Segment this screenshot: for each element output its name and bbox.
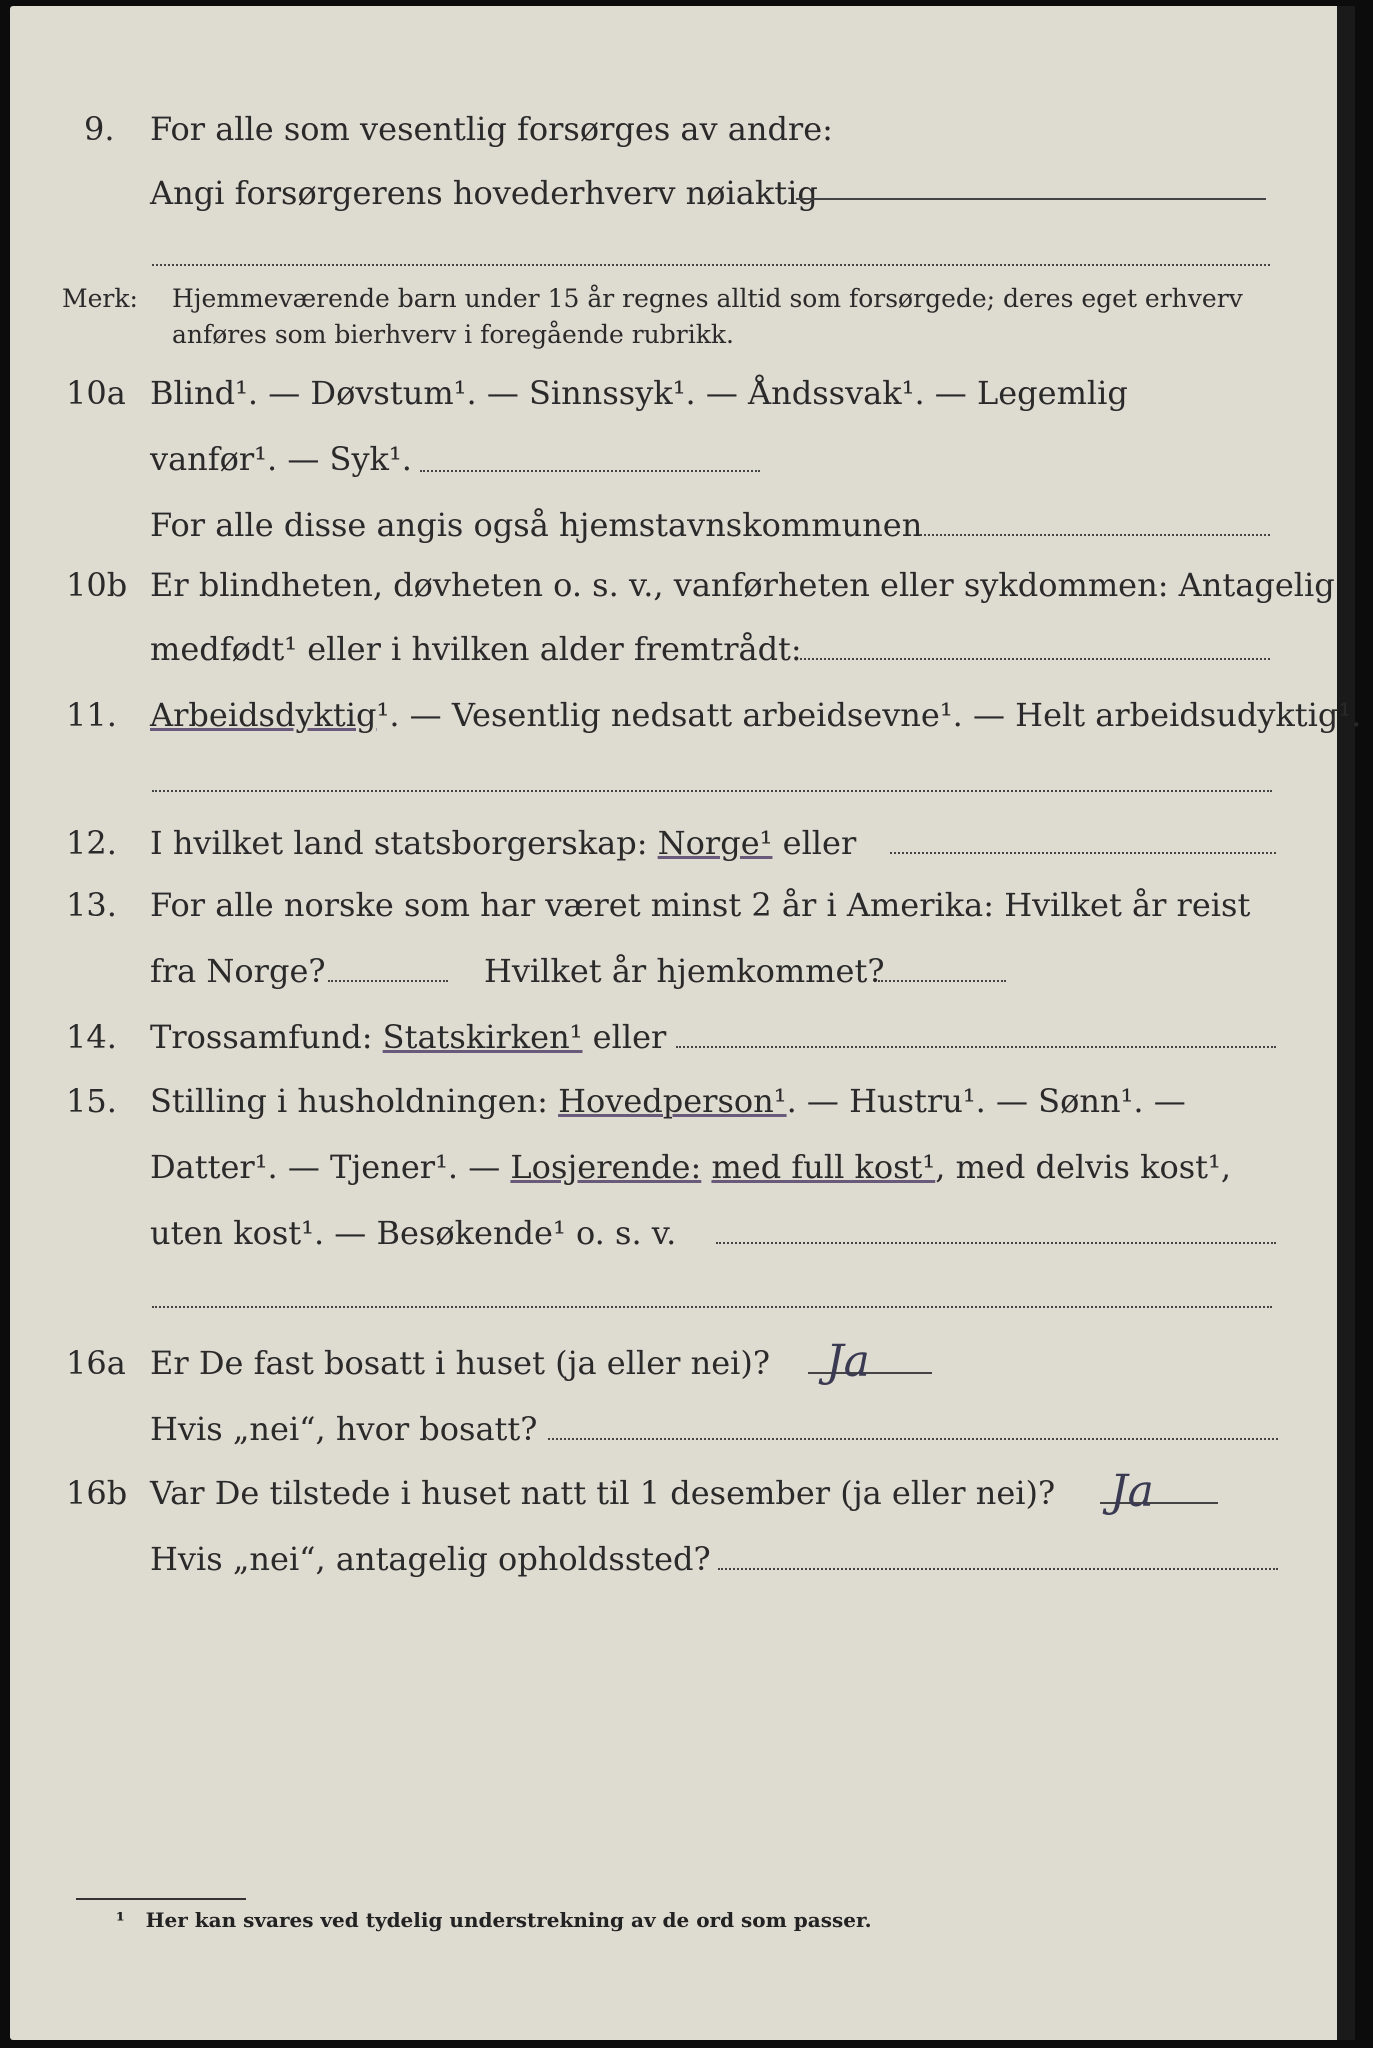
q10a-text-1: Blind¹. — Døvstum¹. — Sinnssyk¹. — Åndssvak¹. — Legemlig <box>150 374 1128 412</box>
footnote-rule <box>76 1898 246 1900</box>
q16a-number: 16a <box>66 1344 126 1382</box>
q16b-number: 16b <box>66 1474 128 1512</box>
q16a-where-field[interactable] <box>548 1438 1278 1440</box>
q10a-line2 <box>0 440 1373 500</box>
q10a-number: 10a <box>66 374 126 412</box>
q12-option-norge[interactable]: Norge¹ <box>657 824 773 862</box>
q12-line <box>0 824 1373 884</box>
q11-option-dyktig[interactable]: Arbeidsdyktig <box>150 696 377 734</box>
q9-text-1: For alle som vesentlig forsørges av andre: <box>150 110 833 148</box>
q10a-sick-field[interactable] <box>420 470 760 472</box>
q16b-text-2: Hvis „nei“, antagelig opholdssted? <box>150 1540 711 1578</box>
footnote-marker: ¹ <box>116 1908 125 1932</box>
q15-text-3: uten kost¹. — Besøkende¹ o. s. v. <box>150 1214 677 1252</box>
q16b-line2 <box>0 1540 1373 1600</box>
q12-field[interactable] <box>890 852 1276 854</box>
q10b-line1 <box>0 566 1373 626</box>
q15-field[interactable] <box>716 1242 1276 1244</box>
q15-option-hovedperson[interactable]: Hovedperson¹ <box>558 1082 787 1120</box>
q10a-kommune-field[interactable] <box>920 534 1270 536</box>
merk-text-2: anføres som bierhverv i foregående rubrikk. <box>172 320 734 349</box>
q15-text-1 <box>150 1082 1186 1120</box>
q10a-line3 <box>0 506 1373 566</box>
q12-eller: eller <box>782 824 857 862</box>
q13-hjem-field[interactable] <box>878 980 1006 982</box>
q10b-text-1: Er blindheten, døvheten o. s. v., vanførheten eller sykdommen: Antagelig <box>150 566 1335 604</box>
q11-text-rest: ¹. — Vesentlig nedsatt arbeidsevne¹. — Helt arbeidsudyktig¹. <box>376 696 1362 734</box>
q15-rule <box>152 1306 1272 1308</box>
q11-line <box>0 696 1373 756</box>
q15-options-2: Datter¹. — Tjener¹. — <box>150 1148 501 1186</box>
q11-text <box>150 696 1361 734</box>
q11-number: 11. <box>66 696 117 734</box>
q13-reist-field[interactable] <box>328 980 448 982</box>
merk-text-1: Hjemmeværende barn under 15 år regnes alltid som forsørgede; deres eget erhverv <box>172 284 1243 313</box>
q15-line1 <box>0 1082 1373 1142</box>
q12-text <box>150 824 856 862</box>
q15-label: Stilling i husholdningen: <box>150 1082 548 1120</box>
q14-field[interactable] <box>676 1046 1276 1048</box>
q14-option-statskirken[interactable]: Statskirken¹ <box>382 1018 583 1056</box>
q10b-age-field[interactable] <box>800 658 1270 660</box>
q16a-line1 <box>0 1336 1373 1404</box>
q13-number: 13. <box>66 886 117 924</box>
q14-number: 14. <box>66 1018 117 1056</box>
q13-line1 <box>0 886 1373 946</box>
q10b-text-2: medfødt¹ eller i hvilken alder fremtrådt: <box>150 630 802 668</box>
q10a-text-3: For alle disse angis også hjemstavnskommunen <box>150 506 923 544</box>
q10a-line1 <box>0 374 1373 434</box>
q16a-text-2: Hvis „nei“, hvor bosatt? <box>150 1410 538 1448</box>
q15-options-1: . — Hustru¹. — Sønn¹. — <box>786 1082 1186 1120</box>
q9-text-2: Angi forsørgerens hovederhverv nøiaktig <box>150 174 818 212</box>
footnote <box>116 1908 872 1932</box>
q12-number: 12. <box>66 824 117 862</box>
q15-line2 <box>0 1148 1373 1208</box>
q15-option-losjerende[interactable]: Losjerende: <box>510 1148 702 1186</box>
q15-number: 15. <box>66 1082 117 1120</box>
q10b-line2 <box>0 630 1373 690</box>
q14-label: Trossamfund: <box>150 1018 373 1056</box>
q13-line2 <box>0 952 1373 1012</box>
q14-text <box>150 1018 666 1056</box>
q16b-text-1: Var De tilstede i huset natt til 1 desember (ja eller nei)? <box>150 1474 1056 1512</box>
q12-label: I hvilket land statsborgerskap: <box>150 824 648 862</box>
q9-line2 <box>0 174 1373 234</box>
q9-number: 9. <box>84 110 115 148</box>
q16b-handwritten-answer: Ja <box>1110 1466 1154 1517</box>
q9-answer-field[interactable] <box>796 198 1266 200</box>
q9-line1 <box>0 110 1373 170</box>
merk-label: Merk: <box>62 284 138 313</box>
q14-eller: eller <box>592 1018 667 1056</box>
q11-rule <box>152 790 1272 792</box>
q16b-line1 <box>0 1466 1373 1534</box>
q16a-handwritten-answer: Ja <box>826 1336 870 1387</box>
q15-options-3: , med delvis kost¹, <box>935 1148 1232 1186</box>
footnote-text: Her kan svares ved tydelig understrekning av de ord som passer. <box>145 1908 872 1932</box>
q14-line <box>0 1018 1373 1078</box>
q9-extra-rule <box>152 264 1270 266</box>
q15-option-full-kost[interactable]: med full kost¹ <box>711 1148 936 1186</box>
q15-line3 <box>0 1214 1373 1274</box>
q10b-number: 10b <box>66 566 128 604</box>
q16b-place-field[interactable] <box>718 1568 1278 1570</box>
q13-text-reist: fra Norge? <box>150 952 326 990</box>
q13-text-1: For alle norske som har været minst 2 år i Amerika: Hvilket år reist <box>150 886 1251 924</box>
q16a-text-1: Er De fast bosatt i huset (ja eller nei)? <box>150 1344 771 1382</box>
q10a-text-2: vanfør¹. — Syk¹. <box>150 440 412 478</box>
q16a-line2 <box>0 1410 1373 1470</box>
q13-text-hjem: Hvilket år hjemkommet? <box>484 952 885 990</box>
q15-text-2 <box>150 1148 1231 1186</box>
